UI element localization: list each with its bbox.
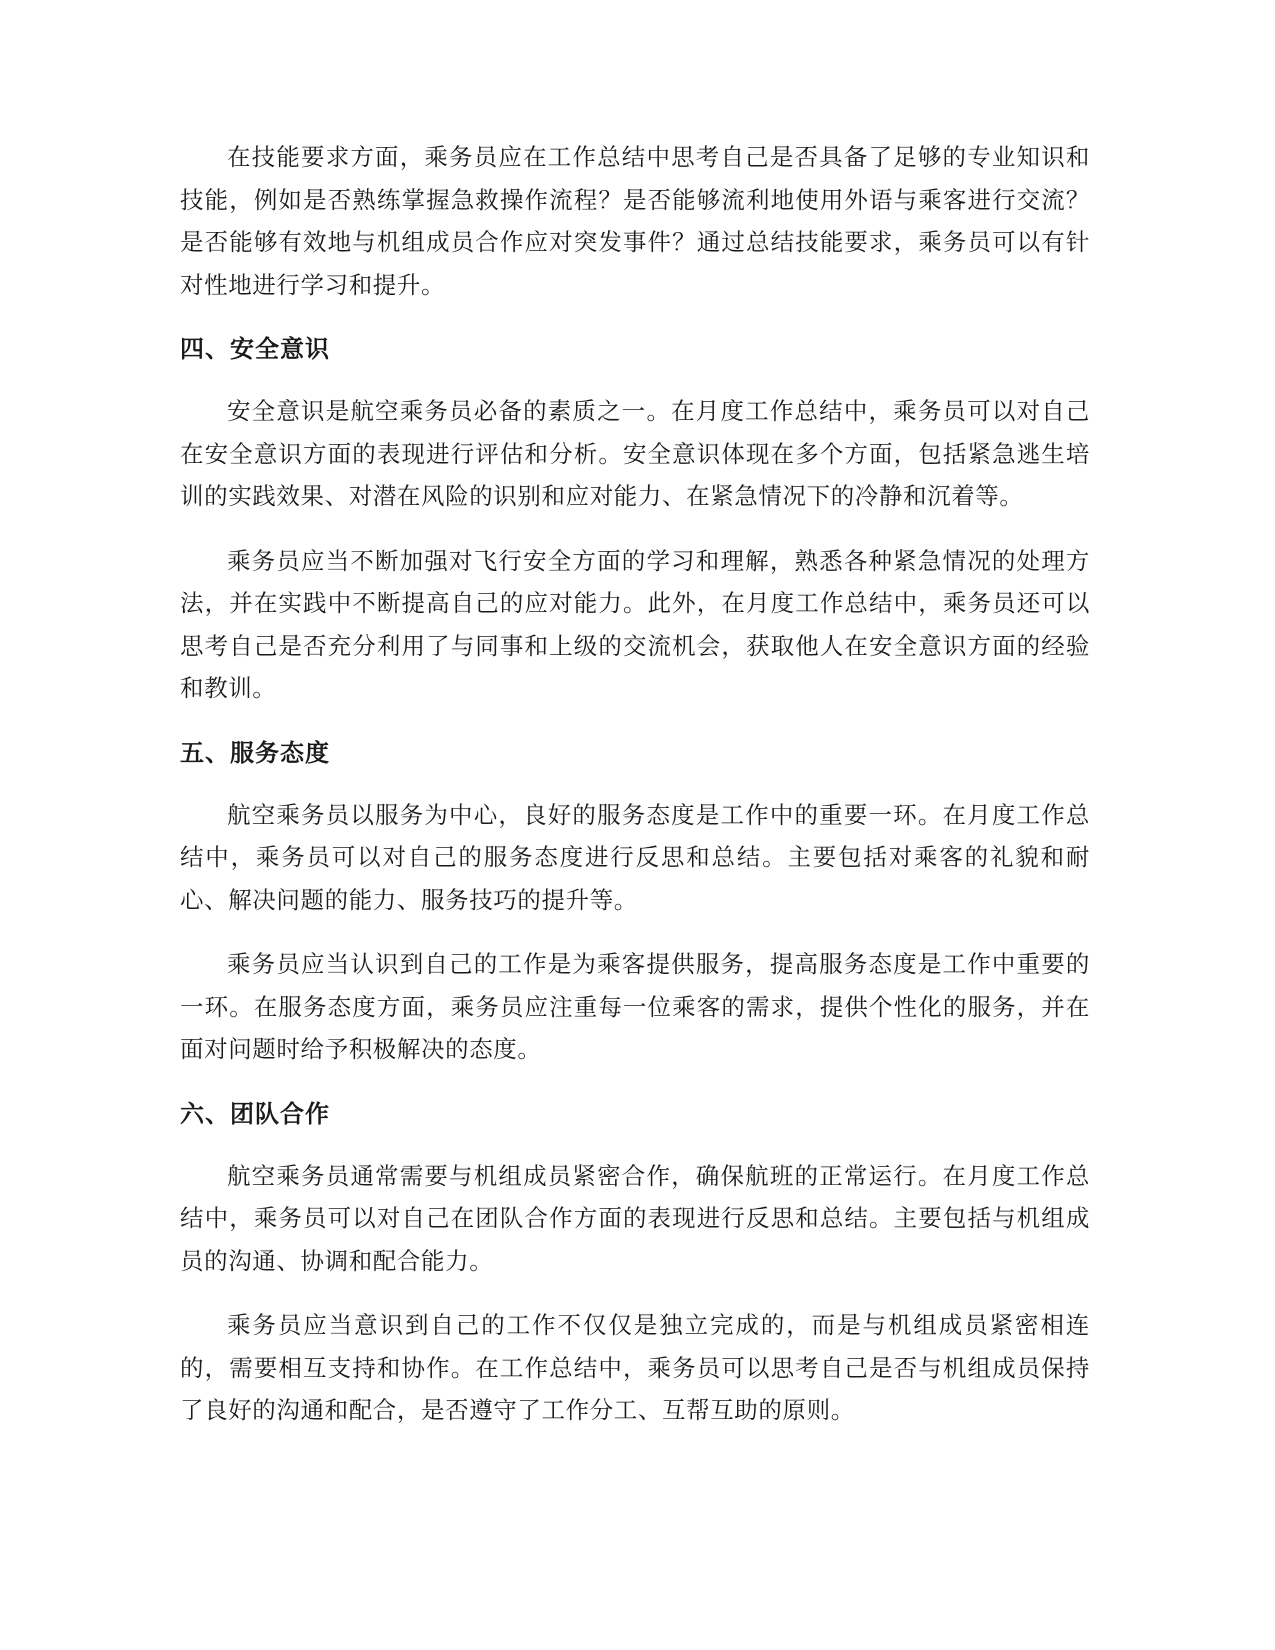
paragraph-service-2: 乘务员应当认识到自己的工作是为乘客提供服务，提高服务态度是工作中重要的一环。在服务态度方面，乘务员应注重每一位乘客的需求，提供个性化的服务，并在面对问题时给予积极解决的态度。 bbox=[180, 950, 1090, 1063]
section-heading-safety: 四、安全意识 bbox=[180, 335, 330, 363]
section-heading-teamwork: 六、团队合作 bbox=[180, 1099, 330, 1128]
document-page bbox=[180, 136, 1090, 1432]
paragraph-safety-2: 乘务员应当不断加强对飞行安全方面的学习和理解，熟悉各种紧急情况的处理方法，并在实践中不断提高自己的应对能力。此外，在月度工作总结中，乘务员还可以思考自己是否充分利用了与同事和上级的交流机会，获取他人在安全意识方面的经验和教训。 bbox=[180, 546, 1090, 702]
paragraph-teamwork-2: 乘务员应当意识到自己的工作不仅仅是独立完成的，而是与机组成员紧密相连的，需要相互支持和协作。在工作总结中，乘务员可以思考自己是否与机组成员保持了良好的沟通和配合，是否遵守了工作分工、互帮互助的原则。 bbox=[180, 1311, 1090, 1424]
paragraph-teamwork-1: 航空乘务员通常需要与机组成员紧密合作，确保航班的正常运行。在月度工作总结中，乘务员可以对自己在团队合作方面的表现进行反思和总结。主要包括与机组成员的沟通、协调和配合能力。 bbox=[180, 1161, 1090, 1275]
paragraph-safety-1: 安全意识是航空乘务员必备的素质之一。在月度工作总结中，乘务员可以对自己在安全意识方面的表现进行评估和分析。安全意识体现在多个方面，包括紧急逃生培训的实践效果、对潜在风险的识别和应对能力、在紧急情况下的冷静和沉着等。 bbox=[180, 397, 1090, 510]
paragraph-service-1: 航空乘务员以服务为中心，良好的服务态度是工作中的重要一环。在月度工作总结中，乘务员可以对自己的服务态度进行反思和总结。主要包括对乘客的礼貌和耐心、解决问题的能力、服务技巧的提升等。 bbox=[180, 800, 1090, 914]
paragraph-skills: 在技能要求方面，乘务员应在工作总结中思考自己是否具备了足够的专业知识和技能，例如是否熟练掌握急救操作流程？是否能够流利地使用外语与乘客进行交流？是否能够有效地与机组成员合作应对突发事件？通过总结技能要求，乘务员可以有针对性地进行学习和提升。 bbox=[180, 143, 1090, 299]
section-heading-service: 五、服务态度 bbox=[180, 738, 330, 767]
